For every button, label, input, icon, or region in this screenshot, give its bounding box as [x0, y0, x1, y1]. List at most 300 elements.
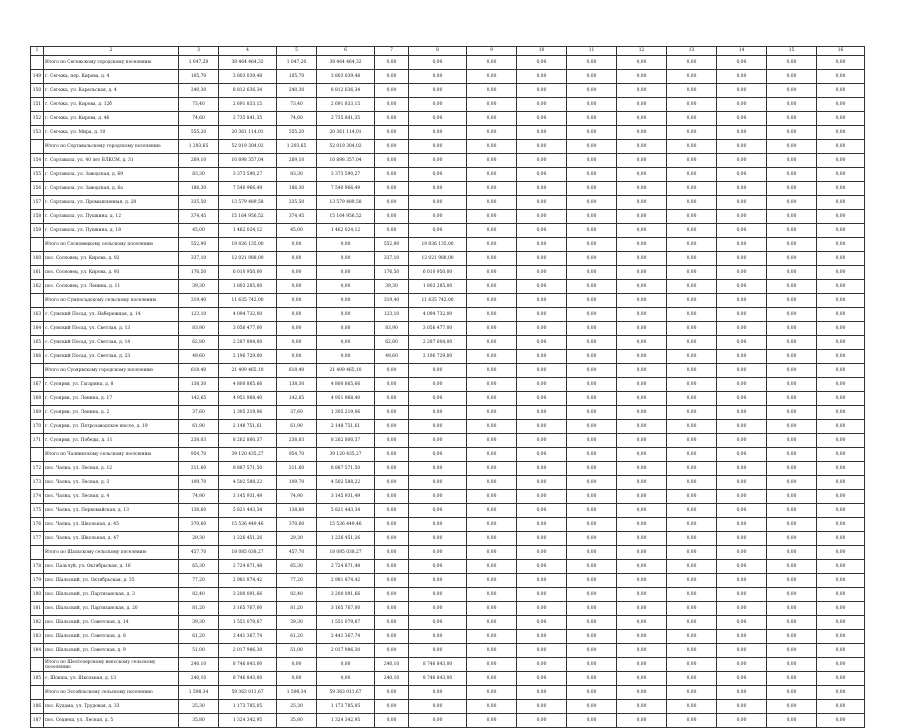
table-row	[31, 518, 865, 532]
value-cell: 0,00	[817, 602, 865, 616]
value-cell: 3 200 091,66	[317, 588, 375, 602]
value-cell: 0,00	[409, 98, 467, 112]
value-cell: 0,00	[567, 364, 617, 378]
value-cell: 0,00	[617, 266, 667, 280]
value-cell: 0,00	[717, 350, 767, 364]
value-cell: 0,00	[375, 420, 409, 434]
value-cell: 3 373 590,27	[219, 168, 277, 182]
value-cell: 59 363 011,67	[219, 686, 277, 700]
address-cell: пос. Пальчуй, ул. Октябрьская, д. 16	[44, 560, 179, 574]
value-cell: 0,00	[517, 350, 567, 364]
value-cell: 0,00	[767, 560, 817, 574]
value-cell: 0,00	[617, 714, 667, 728]
value-cell: 0,00	[409, 168, 467, 182]
value-cell: 0,00	[617, 126, 667, 140]
value-cell: 83,90	[375, 322, 409, 336]
value-cell: 374,45	[277, 210, 317, 224]
value-cell: 0,00	[617, 154, 667, 168]
value-cell: 0,00	[767, 182, 817, 196]
value-cell: 61,90	[179, 420, 219, 434]
value-cell: 0,00	[817, 112, 865, 126]
value-cell: 0,00	[467, 672, 517, 686]
value-cell: 0,00	[617, 574, 667, 588]
table-row	[31, 490, 865, 504]
value-cell: 0,00	[717, 112, 767, 126]
value-cell: 105,70	[277, 70, 317, 84]
address-cell: пос. Чална, ул. Школьная, д. 47	[44, 532, 179, 546]
value-cell: 0,00	[409, 602, 467, 616]
value-cell: 0,00	[717, 378, 767, 392]
subtotal-row	[31, 658, 865, 672]
value-cell: 0,00	[667, 504, 717, 518]
value-cell: 0,00	[567, 168, 617, 182]
value-cell: 0,00	[517, 630, 567, 644]
value-cell: 0,00	[517, 336, 567, 350]
value-cell: 0,00	[717, 476, 767, 490]
value-cell: 2 148 751,61	[219, 420, 277, 434]
value-cell: 0,00	[517, 224, 567, 238]
value-cell: 0,00	[667, 658, 717, 672]
value-cell: 3 803 039,48	[219, 70, 277, 84]
value-cell: 954,70	[179, 448, 219, 462]
value-cell: 618,40	[277, 364, 317, 378]
column-number-cell: 4	[219, 47, 277, 56]
value-cell: 0,00	[517, 644, 567, 658]
value-cell: 0,00	[467, 70, 517, 84]
table-row	[31, 308, 865, 322]
value-cell: 0,00	[817, 504, 865, 518]
value-cell: 0,00	[767, 504, 817, 518]
value-cell: 0,00	[717, 84, 767, 98]
value-cell: 0,00	[375, 504, 409, 518]
address-cell: г. Сегежа, ул. Карельская, д. 4	[44, 84, 179, 98]
value-cell: 0,00	[767, 238, 817, 252]
value-cell: 0,00	[767, 686, 817, 700]
value-cell: 0,00	[817, 392, 865, 406]
row-number-cell: 158	[31, 210, 44, 224]
address-cell: Итого по Шальскому сельскому поселению	[44, 546, 179, 560]
value-cell: 0,00	[617, 546, 667, 560]
value-cell: 73,40	[277, 98, 317, 112]
value-cell: 0,00	[375, 700, 409, 714]
value-cell: 0,00	[667, 602, 717, 616]
value-cell: 0,00	[409, 84, 467, 98]
value-cell: 0,00	[667, 490, 717, 504]
value-cell: 45,00	[277, 224, 317, 238]
value-cell: 0,00	[717, 644, 767, 658]
table-row	[31, 266, 865, 280]
value-cell: 0,00	[567, 224, 617, 238]
value-cell: 0,00	[567, 308, 617, 322]
value-cell: 0,00	[375, 714, 409, 728]
value-cell: 552,90	[179, 238, 219, 252]
value-cell: 0,00	[717, 532, 767, 546]
value-cell: 0,00	[667, 322, 717, 336]
value-cell: 0,00	[467, 616, 517, 630]
value-cell: 0,00	[667, 308, 717, 322]
value-cell: 0,00	[817, 308, 865, 322]
row-number-cell: 177	[31, 532, 44, 546]
value-cell: 0,00	[717, 420, 767, 434]
value-cell: 0,00	[667, 210, 717, 224]
table-row	[31, 602, 865, 616]
value-cell: 0,00	[409, 616, 467, 630]
value-cell: 0,00	[817, 210, 865, 224]
value-cell: 1 598,34	[277, 686, 317, 700]
value-cell: 0,00	[409, 588, 467, 602]
address-cell: пос. Сосновец, ул. Кирова, д. 92	[44, 252, 179, 266]
value-cell: 0,00	[667, 126, 717, 140]
value-cell: 0,00	[717, 154, 767, 168]
address-cell: Итого по Шелтозерскому вепсскому сельскому поселению	[44, 658, 179, 672]
address-cell: пос. Шальский, ул. Партизанская, д. 20	[44, 602, 179, 616]
value-cell: 8 746 843,00	[409, 658, 467, 672]
value-cell: 0,00	[567, 70, 617, 84]
table-row	[31, 350, 865, 364]
value-cell: 0,00	[767, 588, 817, 602]
value-cell: 0,00	[409, 490, 467, 504]
address-cell: пос. Шальский, ул. Советская, д. 9	[44, 644, 179, 658]
value-cell: 0,00	[409, 714, 467, 728]
value-cell: 0,00	[567, 700, 617, 714]
value-cell: 0,00	[667, 196, 717, 210]
value-cell: 0,00	[667, 182, 717, 196]
value-cell: 77,20	[179, 574, 219, 588]
value-cell: 1 598,34	[179, 686, 219, 700]
value-cell: 0,00	[467, 140, 517, 154]
value-cell: 8 746 843,00	[219, 672, 277, 686]
value-cell: 0,00	[375, 406, 409, 420]
value-cell: 0,00	[375, 112, 409, 126]
value-cell: 0,00	[617, 504, 667, 518]
value-cell: 0,00	[567, 490, 617, 504]
value-cell: 0,00	[467, 322, 517, 336]
row-number-cell: 172	[31, 462, 44, 476]
value-cell: 0,00	[277, 672, 317, 686]
value-cell: 0,00	[409, 70, 467, 84]
value-cell: 0,00	[767, 630, 817, 644]
value-cell: 0,00	[817, 448, 865, 462]
table-row	[31, 168, 865, 182]
row-number-cell: 180	[31, 588, 44, 602]
value-cell: 1 462 024,12	[317, 224, 375, 238]
value-cell: 0,00	[375, 182, 409, 196]
row-number-cell: 173	[31, 476, 44, 490]
value-cell: 0,00	[717, 406, 767, 420]
value-cell: 51,00	[277, 644, 317, 658]
value-cell: 0,00	[667, 98, 717, 112]
value-cell: 0,00	[617, 224, 667, 238]
row-number-cell: 169	[31, 406, 44, 420]
value-cell: 0,00	[767, 322, 817, 336]
value-cell: 2 724 871,48	[317, 560, 375, 574]
address-cell: пос. Шальский, ул. Советская, д. 8	[44, 630, 179, 644]
row-number-cell: 163	[31, 308, 44, 322]
value-cell: 19 836 135,00	[409, 238, 467, 252]
value-cell: 1 324 342,95	[219, 714, 277, 728]
value-cell: 0,00	[767, 518, 817, 532]
value-cell: 0,00	[667, 700, 717, 714]
value-cell: 0,00	[567, 532, 617, 546]
value-cell: 0,00	[817, 616, 865, 630]
value-cell: 0,00	[375, 392, 409, 406]
value-cell: 335,50	[179, 196, 219, 210]
value-cell: 0,00	[667, 434, 717, 448]
row-number-cell: 150	[31, 84, 44, 98]
value-cell: 0,00	[375, 532, 409, 546]
value-cell: 0,00	[567, 602, 617, 616]
value-cell: 0,00	[767, 490, 817, 504]
value-cell: 335,50	[277, 196, 317, 210]
value-cell: 0,00	[617, 350, 667, 364]
value-cell: 0,00	[717, 588, 767, 602]
housing-program-table	[30, 46, 865, 728]
value-cell: 2 017 986,30	[317, 644, 375, 658]
value-cell: 0,00	[467, 658, 517, 672]
value-cell: 52 019 304,02	[317, 140, 375, 154]
value-cell: 39 120 435,27	[317, 448, 375, 462]
value-cell: 0,00	[517, 616, 567, 630]
value-cell: 0,00	[567, 210, 617, 224]
value-cell: 0,00	[817, 182, 865, 196]
value-cell: 0,00	[767, 378, 817, 392]
value-cell: 0,00	[717, 294, 767, 308]
value-cell: 1 324 342,95	[317, 714, 375, 728]
value-cell: 0,00	[517, 546, 567, 560]
value-cell: 0,00	[767, 280, 817, 294]
column-number-cell: 3	[179, 47, 219, 56]
value-cell: 0,00	[467, 308, 517, 322]
value-cell: 0,00	[617, 392, 667, 406]
value-cell: 0,00	[467, 434, 517, 448]
value-cell: 0,00	[375, 224, 409, 238]
value-cell: 0,00	[517, 168, 567, 182]
value-cell: 138,60	[179, 504, 219, 518]
value-cell: 0,00	[767, 126, 817, 140]
value-cell: 0,00	[409, 154, 467, 168]
value-cell: 49,60	[179, 350, 219, 364]
value-cell: 0,00	[467, 700, 517, 714]
value-cell: 0,00	[717, 616, 767, 630]
address-cell: г. Сортавала, ул. Заводская, д. 6а	[44, 182, 179, 196]
value-cell: 0,00	[375, 560, 409, 574]
value-cell: 0,00	[717, 462, 767, 476]
row-number-cell: 165	[31, 336, 44, 350]
value-cell: 0,00	[817, 266, 865, 280]
value-cell: 0,00	[409, 126, 467, 140]
value-cell: 1 803 285,00	[409, 280, 467, 294]
value-cell: 0,00	[409, 630, 467, 644]
value-cell: 4 094 732,00	[409, 308, 467, 322]
address-cell: пос. Сосновец, ул. Ленина, д. 11	[44, 280, 179, 294]
value-cell: 61,90	[277, 420, 317, 434]
value-cell: 0,00	[617, 378, 667, 392]
value-cell: 0,00	[517, 574, 567, 588]
value-cell: 0,00	[517, 448, 567, 462]
address-cell: пос. Шальский, ул. Советская, д. 14	[44, 616, 179, 630]
value-cell: 0,00	[817, 560, 865, 574]
value-cell: 2 148 751,61	[317, 420, 375, 434]
value-cell: 0,00	[667, 378, 717, 392]
value-cell: 0,00	[517, 560, 567, 574]
value-cell: 0,00	[567, 84, 617, 98]
value-cell: 0,00	[617, 322, 667, 336]
value-cell: 1 293,65	[277, 140, 317, 154]
value-cell: 0,00	[517, 378, 567, 392]
value-cell: 0,00	[567, 630, 617, 644]
table-row	[31, 672, 865, 686]
column-number-cell: 1	[31, 47, 44, 56]
value-cell: 2 735 841,35	[219, 112, 277, 126]
value-cell: 138,30	[277, 378, 317, 392]
row-number-cell: 174	[31, 490, 44, 504]
value-cell: 555,20	[179, 126, 219, 140]
value-cell: 0,00	[817, 126, 865, 140]
value-cell: 0,00	[717, 336, 767, 350]
row-number-cell: 164	[31, 322, 44, 336]
value-cell: 45,00	[179, 224, 219, 238]
value-cell: 0,00	[717, 252, 767, 266]
value-cell: 4 951 968,40	[317, 392, 375, 406]
value-cell: 7 540 966,49	[317, 182, 375, 196]
value-cell: 0,00	[767, 672, 817, 686]
value-cell: 4 094 732,00	[219, 308, 277, 322]
table-row	[31, 182, 865, 196]
value-cell: 0,00	[567, 560, 617, 574]
value-cell: 0,00	[517, 98, 567, 112]
row-number-cell: 151	[31, 98, 44, 112]
value-cell: 0,00	[717, 574, 767, 588]
value-cell: 0,00	[467, 266, 517, 280]
value-cell: 19 836 135,00	[219, 238, 277, 252]
value-cell: 39,30	[277, 616, 317, 630]
address-cell: г. Суоярви, ул. Ленина, д. 2	[44, 406, 179, 420]
value-cell: 0,00	[409, 224, 467, 238]
value-cell: 0,00	[617, 672, 667, 686]
address-cell: Итого по Сосновецкому сельскому поселению	[44, 238, 179, 252]
value-cell: 0,00	[567, 196, 617, 210]
value-cell: 0,00	[767, 252, 817, 266]
value-cell: 0,00	[317, 658, 375, 672]
value-cell: 3 056 477,00	[219, 322, 277, 336]
value-cell: 0,00	[517, 490, 567, 504]
address-cell: Итого по Эссойльскому сельскому поселению	[44, 686, 179, 700]
value-cell: 0,00	[717, 546, 767, 560]
value-cell: 240,10	[375, 658, 409, 672]
value-cell: 0,00	[375, 434, 409, 448]
value-cell: 0,00	[567, 448, 617, 462]
value-cell: 138,60	[277, 504, 317, 518]
value-cell: 4 800 865,66	[219, 378, 277, 392]
value-cell: 0,00	[667, 462, 717, 476]
value-cell: 0,00	[517, 420, 567, 434]
value-cell: 0,00	[617, 588, 667, 602]
value-cell: 0,00	[517, 56, 567, 70]
value-cell: 83,90	[179, 322, 219, 336]
value-cell: 0,00	[409, 644, 467, 658]
value-cell: 81,20	[179, 602, 219, 616]
value-cell: 0,00	[717, 266, 767, 280]
column-number-cell: 11	[567, 47, 617, 56]
value-cell: 0,00	[617, 140, 667, 154]
value-cell: 0,00	[767, 84, 817, 98]
value-cell: 0,00	[717, 210, 767, 224]
value-cell: 0,00	[567, 252, 617, 266]
value-cell: 0,00	[567, 686, 617, 700]
value-cell: 0,00	[517, 658, 567, 672]
value-cell: 238,03	[179, 434, 219, 448]
value-cell: 0,00	[317, 322, 375, 336]
value-cell: 0,00	[567, 434, 617, 448]
value-cell: 2 691 833,15	[317, 98, 375, 112]
value-cell: 0,00	[767, 364, 817, 378]
value-cell: 0,00	[375, 210, 409, 224]
value-cell: 0,00	[467, 532, 517, 546]
value-cell: 0,00	[277, 294, 317, 308]
value-cell: 0,00	[567, 56, 617, 70]
value-cell: 4 502 588,22	[317, 476, 375, 490]
value-cell: 0,00	[375, 84, 409, 98]
value-cell: 20 361 114,01	[317, 126, 375, 140]
value-cell: 8 262 800,37	[219, 434, 277, 448]
address-cell: с. Сумский Посад, ул. Светлая, д. 13	[44, 322, 179, 336]
value-cell: 8 812 636,34	[219, 84, 277, 98]
value-cell: 0,00	[617, 98, 667, 112]
value-cell: 0,00	[517, 462, 567, 476]
value-cell: 0,00	[409, 546, 467, 560]
value-cell: 0,00	[617, 112, 667, 126]
value-cell: 1 305 219,06	[317, 406, 375, 420]
value-cell: 0,00	[517, 154, 567, 168]
value-cell: 0,00	[817, 588, 865, 602]
value-cell: 0,00	[467, 210, 517, 224]
value-cell: 0,00	[667, 280, 717, 294]
value-cell: 25,30	[277, 700, 317, 714]
value-cell: 8 262 800,37	[317, 434, 375, 448]
value-cell: 0,00	[409, 392, 467, 406]
value-cell: 0,00	[517, 210, 567, 224]
value-cell: 0,00	[375, 154, 409, 168]
value-cell: 0,00	[767, 56, 817, 70]
value-cell: 0,00	[767, 406, 817, 420]
value-cell: 0,00	[717, 126, 767, 140]
subtotal-row	[31, 364, 865, 378]
value-cell: 0,00	[375, 490, 409, 504]
value-cell: 123,10	[179, 308, 219, 322]
table-row	[31, 210, 865, 224]
value-cell: 0,00	[409, 560, 467, 574]
value-cell: 0,00	[667, 616, 717, 630]
value-cell: 0,00	[467, 574, 517, 588]
value-cell: 0,00	[667, 672, 717, 686]
value-cell: 0,00	[767, 532, 817, 546]
value-cell: 0,00	[667, 252, 717, 266]
value-cell: 0,00	[817, 336, 865, 350]
value-cell: 61,20	[179, 630, 219, 644]
value-cell: 0,00	[467, 112, 517, 126]
row-number-cell: 157	[31, 196, 44, 210]
value-cell: 0,00	[617, 630, 667, 644]
value-cell: 15 164 956,52	[317, 210, 375, 224]
value-cell: 74,60	[179, 112, 219, 126]
value-cell: 7 540 966,49	[219, 182, 277, 196]
value-cell: 0,00	[717, 602, 767, 616]
value-cell: 0,00	[517, 84, 567, 98]
value-cell: 337,10	[179, 252, 219, 266]
value-cell: 0,00	[467, 98, 517, 112]
value-cell: 0,00	[667, 294, 717, 308]
row-number-cell: 178	[31, 560, 44, 574]
